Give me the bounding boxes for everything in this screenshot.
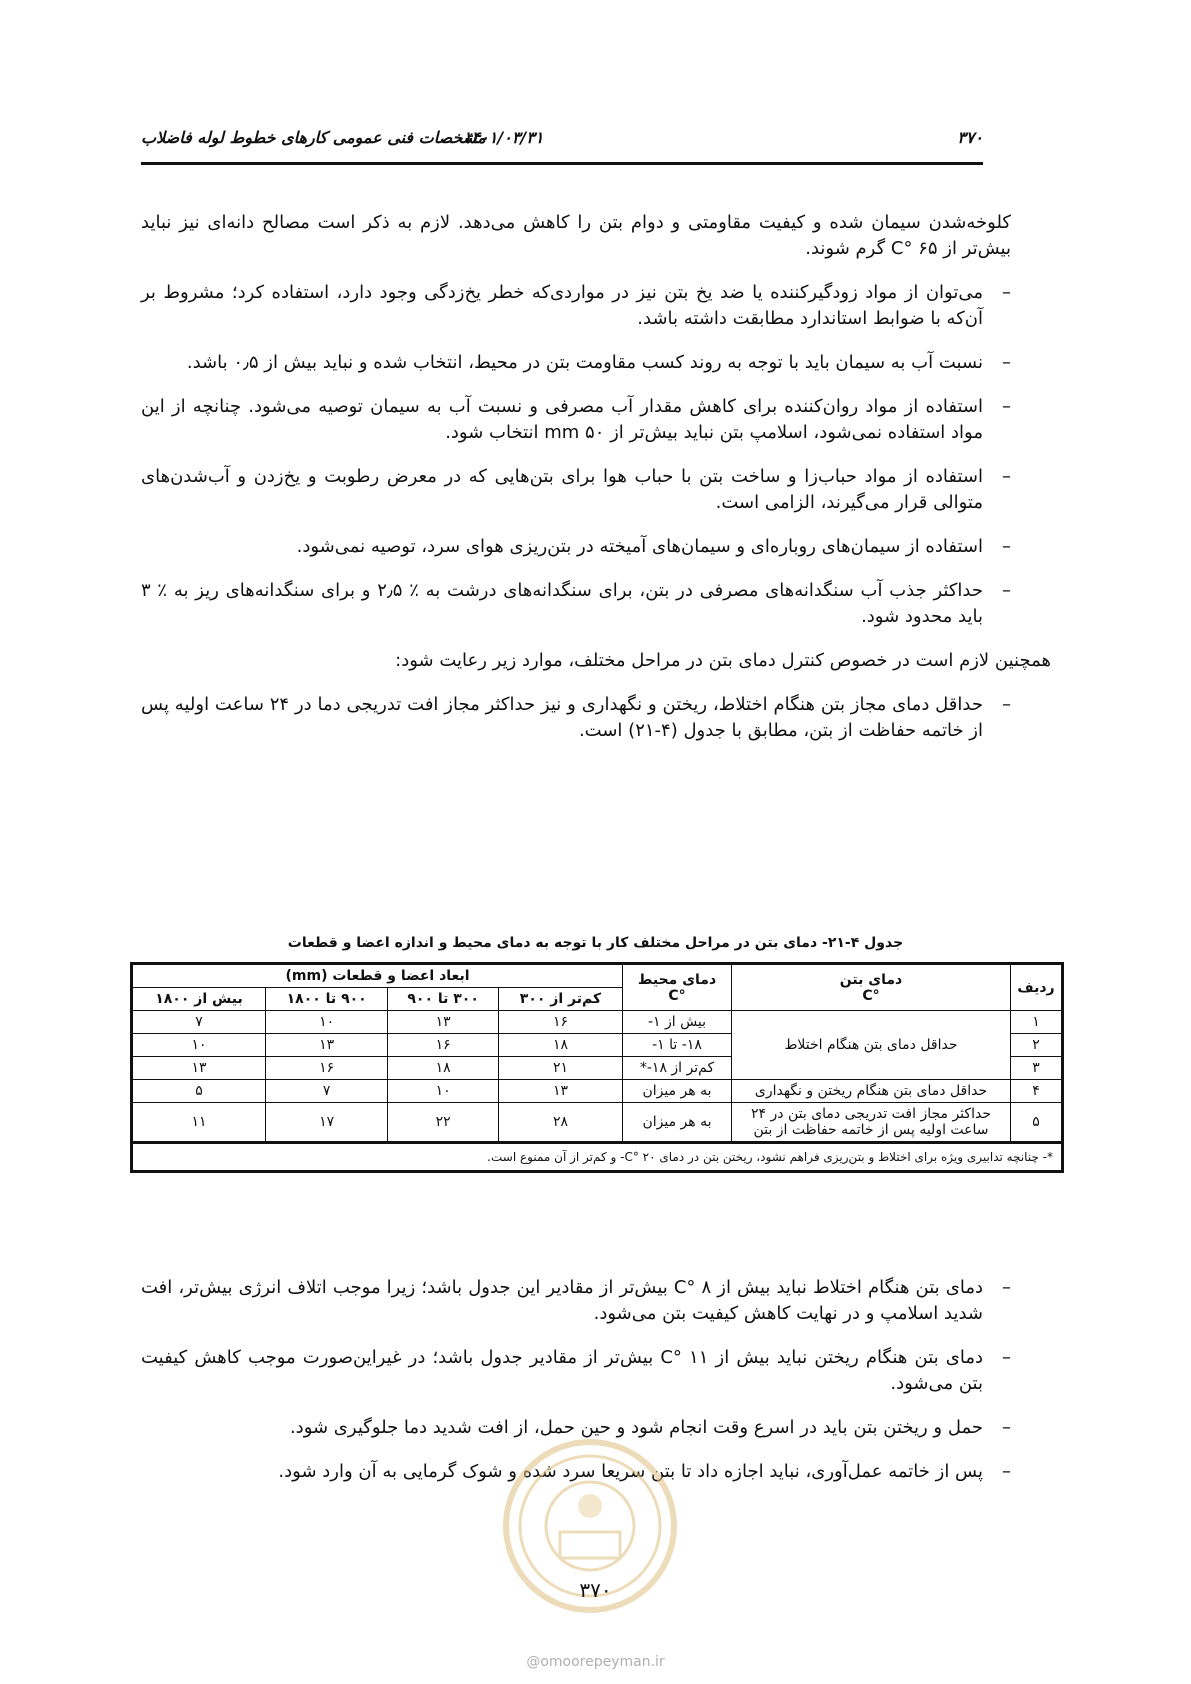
col-ambient-temp-unit: °C [668, 987, 686, 1004]
list-item-text: حداقل دمای مجاز بتن هنگام اختلاط، ریختن و نگهداری و نیز حداکثر مجاز افت تدریجی دما در ۲۴ ساعت اولیه پس از خاتمه حفاظت از بتن، مطابق با جدول (۴-۲۱) است. [141, 694, 983, 741]
header-title: مشخصات فنی عمومی کارهای خطوط لوله فاضلاب [141, 128, 486, 147]
dash-marker: – [1002, 396, 1011, 417]
dash-marker: – [1002, 536, 1011, 557]
header-rule [141, 162, 983, 165]
value-cell: ۱۳ [498, 1080, 622, 1103]
dash-marker: – [1002, 1277, 1011, 1298]
list-item-text: می‌توان از مواد زودگیرکننده یا ضد یخ بتن نیز در مواردی‌که خطر یخ‌زدگی وجود دارد، استفاده کرد؛ مشروط بر آن‌که با ضوابط استاندارد مطابقت داشته باشد. [141, 282, 983, 329]
list-item [141, 464, 1011, 516]
list-item [141, 534, 1011, 560]
bullet-list [141, 280, 1011, 630]
value-cell: ۲۱ [498, 1057, 622, 1080]
dash-marker: – [1002, 282, 1011, 303]
dash-marker: – [1002, 694, 1011, 715]
col-dim-4: بیش از ۱۸۰۰ [132, 988, 266, 1011]
value-cell: ۱۰ [132, 1034, 266, 1057]
table-row [132, 1103, 1063, 1143]
dash-marker: – [1002, 1347, 1011, 1368]
value-cell: ۱۸ [388, 1057, 499, 1080]
body-top [141, 210, 1051, 762]
col-dim-2: ۳۰۰ تا ۹۰۰ [388, 988, 499, 1011]
header-page-number: ۳۷۰ [957, 128, 983, 147]
value-cell: ۲۸ [498, 1103, 622, 1143]
col-dim-3: ۹۰۰ تا ۱۸۰۰ [265, 988, 387, 1011]
col-concrete-temp-label: دمای بتن [839, 971, 903, 988]
row-number: ۱ [1011, 1011, 1063, 1034]
list-item [141, 578, 1011, 630]
dash-marker: – [1002, 1461, 1011, 1482]
value-cell: ۱۱ [132, 1103, 266, 1143]
ambient-cell: به هر میزان [623, 1080, 732, 1103]
row-number: ۳ [1011, 1057, 1063, 1080]
col-row-number: ردیف [1011, 964, 1063, 1011]
col-dimensions: ابعاد اعضا و قطعات (mm) [132, 964, 623, 988]
value-cell: ۱۰ [388, 1080, 499, 1103]
table-row [132, 1080, 1063, 1103]
list-item-text: نسبت آب به سیمان باید با توجه به روند کسب مقاومت بتن در محیط، انتخاب شده و نباید بیش از ۰٫۵ باشد. [186, 352, 983, 373]
page-number-footer: ۳۷۰ [579, 1578, 612, 1602]
value-cell: ۲۲ [388, 1103, 499, 1143]
col-ambient-temp-label: دمای محیط [637, 971, 717, 988]
row-number: ۲ [1011, 1034, 1063, 1057]
concrete-temp-cell: حداکثر مجاز افت تدریجی دمای بتن در ۲۴ ساعت اولیه پس از خاتمه حفاظت از بتن [732, 1103, 1011, 1143]
table-header-row [132, 964, 1063, 988]
website-watermark: @omoorepeyman.ir [526, 1654, 665, 1670]
page-header [141, 128, 983, 156]
value-cell: ۷ [132, 1011, 266, 1034]
list-item [141, 350, 1011, 376]
list-item-text: استفاده از سیمان‌های روباره‌ای و سیمان‌های آمیخته در بتن‌ریزی هوای سرد، توصیه نمی‌شود. [296, 536, 983, 557]
dash-marker: – [1002, 352, 1011, 373]
value-cell: ۱۶ [388, 1034, 499, 1057]
table-caption: جدول ۴-۲۱- دمای بتن در مراحل مختلف کار با توجه به دمای محیط و اندازه اعضا و قطعات [287, 935, 904, 951]
list-item-text: حداکثر جذب آب سنگدانه‌های مصرفی در بتن، برای سنگدانه‌های درشت به ٪ ۲٫۵ و برای سنگدانه‌های ریز به ٪ ۳ باید محدود شود. [141, 580, 983, 627]
bullet-list-2 [141, 692, 1011, 744]
value-cell: ۱۶ [498, 1011, 622, 1034]
value-cell: ۵ [132, 1080, 266, 1103]
value-cell: ۱۸ [498, 1034, 622, 1057]
list-item [141, 1345, 1011, 1397]
list-item-text: استفاده از مواد روان‌کننده برای کاهش مقدار آب مصرفی و نسبت آب به سیمان توصیه می‌شود. چنانچه از این مواد استفاده نمی‌شود، اسلامپ بتن نباید بیش‌تر از mm ۵۰ انتخاب شود. [141, 396, 983, 443]
col-concrete-temp [732, 964, 1011, 1011]
col-concrete-temp-unit: °C [862, 987, 880, 1004]
value-cell: ۷ [265, 1080, 387, 1103]
continuation-paragraph: کلوخه‌شدن سیمان شده و کیفیت مقاومتی و دوام بتن را کاهش می‌دهد. لازم به ذکر است مصالح دانه‌ای نیز نباید بیش‌تر از C° ۶۵ گرم شوند. [141, 212, 1011, 259]
table-footnote: *- چنانچه تدابیری ویژه برای اختلاط و بتن‌ریزی فراهم نشود، ریختن بتن در دمای C° ۲۰- و کم‌تر از آن ممنوع است. [132, 1143, 1063, 1172]
table-note-row [132, 1143, 1063, 1172]
value-cell: ۱۳ [132, 1057, 266, 1080]
concrete-temp-cell: حداقل دمای بتن هنگام اختلاط [732, 1011, 1011, 1080]
list-item-text: حمل و ریختن بتن باید در اسرع وقت انجام شود و حین حمل، از افت شدید دما جلوگیری شود. [289, 1417, 983, 1438]
value-cell: ۱۰ [265, 1011, 387, 1034]
ambient-cell: کم‌تر از ۱۸-* [623, 1057, 732, 1080]
header-date: ۱۴۰۱/۰۳/۳۱ [463, 128, 544, 147]
row-number: ۴ [1011, 1080, 1063, 1103]
value-cell: ۱۶ [265, 1057, 387, 1080]
col-ambient-temp [623, 964, 732, 1011]
ambient-cell: بیش از ۱- [623, 1011, 732, 1034]
concrete-temp-cell: حداقل دمای بتن هنگام ریختن و نگهداری [732, 1080, 1011, 1103]
list-item [141, 692, 1011, 744]
ambient-cell: به هر میزان [623, 1103, 732, 1143]
row-number: ۵ [1011, 1103, 1063, 1143]
list-item [141, 394, 1011, 446]
col-dim-1: کم‌تر از ۳۰۰ [498, 988, 622, 1011]
list-item-text: دمای بتن هنگام ریختن نباید بیش از C° ۱۱ بیش‌تر از مقادیر جدول باشد؛ در غیراین‌صورت موجب کاهش کیفیت بتن می‌شود. [141, 1347, 984, 1394]
list-item-text: استفاده از مواد حباب‌زا و ساخت بتن با حباب هوا برای بتن‌هایی که در معرض رطوبت و یخ‌زدن و آب‌شدن‌های متوالی قرار می‌گیرند، الزامی است. [141, 466, 983, 513]
dash-marker: – [1002, 466, 1011, 487]
dash-marker: – [1002, 1417, 1011, 1438]
ambient-cell: ۱۸- تا ۱- [623, 1034, 732, 1057]
value-cell: ۱۳ [388, 1011, 499, 1034]
list-item-text: پس از خاتمه عمل‌آوری، نباید اجازه داد تا بتن سریعا سرد شده و شوک گرمایی به آن وارد شود. [278, 1461, 983, 1482]
list-item-text: دمای بتن هنگام اختلاط نباید بیش از C° ۸ بیش‌تر از مقادیر این جدول باشد؛ زیرا موجب اتلاف انرژی بیش‌تر، افت شدید اسلامپ و در نهایت کاهش کیفیت بتن می‌شود. [141, 1277, 983, 1324]
list-item [141, 280, 1011, 332]
temperature-table [130, 962, 1064, 1173]
value-cell: ۱۷ [265, 1103, 387, 1143]
intro-paragraph: همچنین لازم است در خصوص کنترل دمای بتن در مراحل مختلف، موارد زیر رعایت شود: [395, 650, 1051, 671]
value-cell: ۱۳ [265, 1034, 387, 1057]
dash-marker: – [1002, 580, 1011, 601]
list-item [141, 1275, 1011, 1327]
table-row [132, 1011, 1063, 1034]
